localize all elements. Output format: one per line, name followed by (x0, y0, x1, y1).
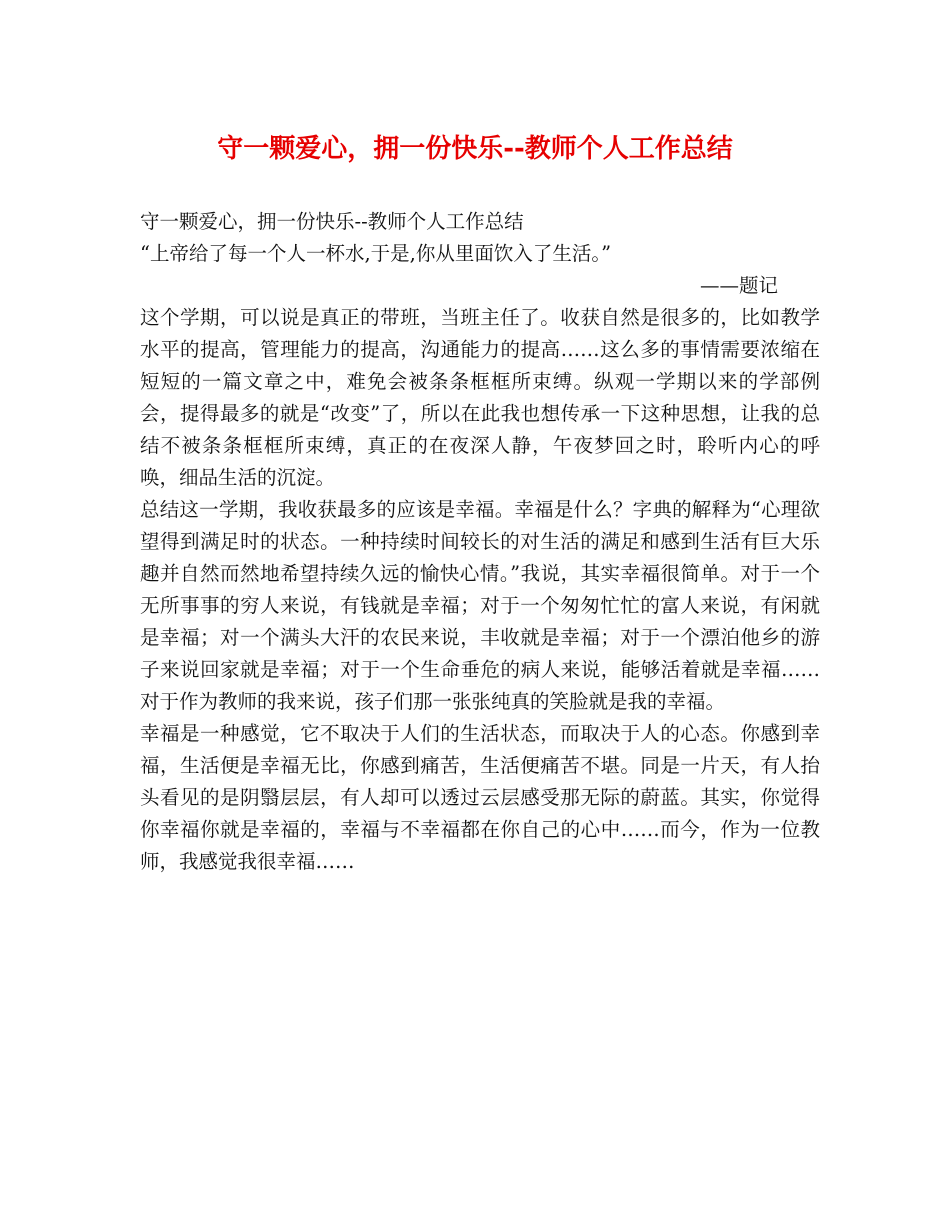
document-body (140, 206, 820, 878)
epigraph: “上帝给了每一个人一杯水,于是,你从里面饮入了生活。” (140, 242, 612, 265)
paragraph-1: 这个学期，可以说是真正的带班，当班主任了。收获自然是很多的，比如教学水平的提高，管理能力的提高，沟通能力的提高……这么多的事情需要浓缩在短短的一篇文章之中，难免会被条条框框所束缚。纵观一学期以来的学部例会，提得最多的就是“改变”了，所以在此我也想传承一下这种思想，让我的总结不被条条框框所束缚，真正的在夜深人静，午夜梦回之时，聆听内心的呼唤，细品生活的沉淀。 (140, 306, 820, 489)
subtitle-line: 守一颗爱心，拥一份快乐--教师个人工作总结 (140, 210, 524, 233)
paragraph-2: 总结这一学期，我收获最多的应该是幸福。幸福是什么？字典的解释为“心理欲望得到满足时的状态。一种持续时间较长的对生活的满足和感到生活有巨大乐趣并自然而然地希望持续久远的愉快心情。”我说，其实幸福很简单。对于一个无所事事的穷人来说，有钱就是幸福；对于一个匆匆忙忙的富人来说，有闲就是幸福；对一个满头大汗的农民来说，丰收就是幸福；对于一个漂泊他乡的游子来说回家就是幸福；对于一个生命垂危的病人来说，能够活着就是幸福……对于作为教师的我来说，孩子们那一张张纯真的笑脸就是我的幸福。 (140, 498, 820, 713)
epigraph-attribution: ——题记 (699, 274, 778, 297)
document-title: 守一颗爱心，拥一份快乐--教师个人工作总结 (217, 134, 733, 164)
paragraph-3: 幸福是一种感觉，它不取决于人们的生活状态，而取决于人的心态。你感到幸福，生活便是幸福无比，你感到痛苦，生活便痛苦不堪。同是一片天，有人抬头看见的是阴翳层层，有人却可以透过云层感受那无际的蔚蓝。其实，你觉得你幸福你就是幸福的，幸福与不幸福都在你自己的心中……而今，作为一位教师，我感觉我很幸福…… (140, 722, 820, 873)
